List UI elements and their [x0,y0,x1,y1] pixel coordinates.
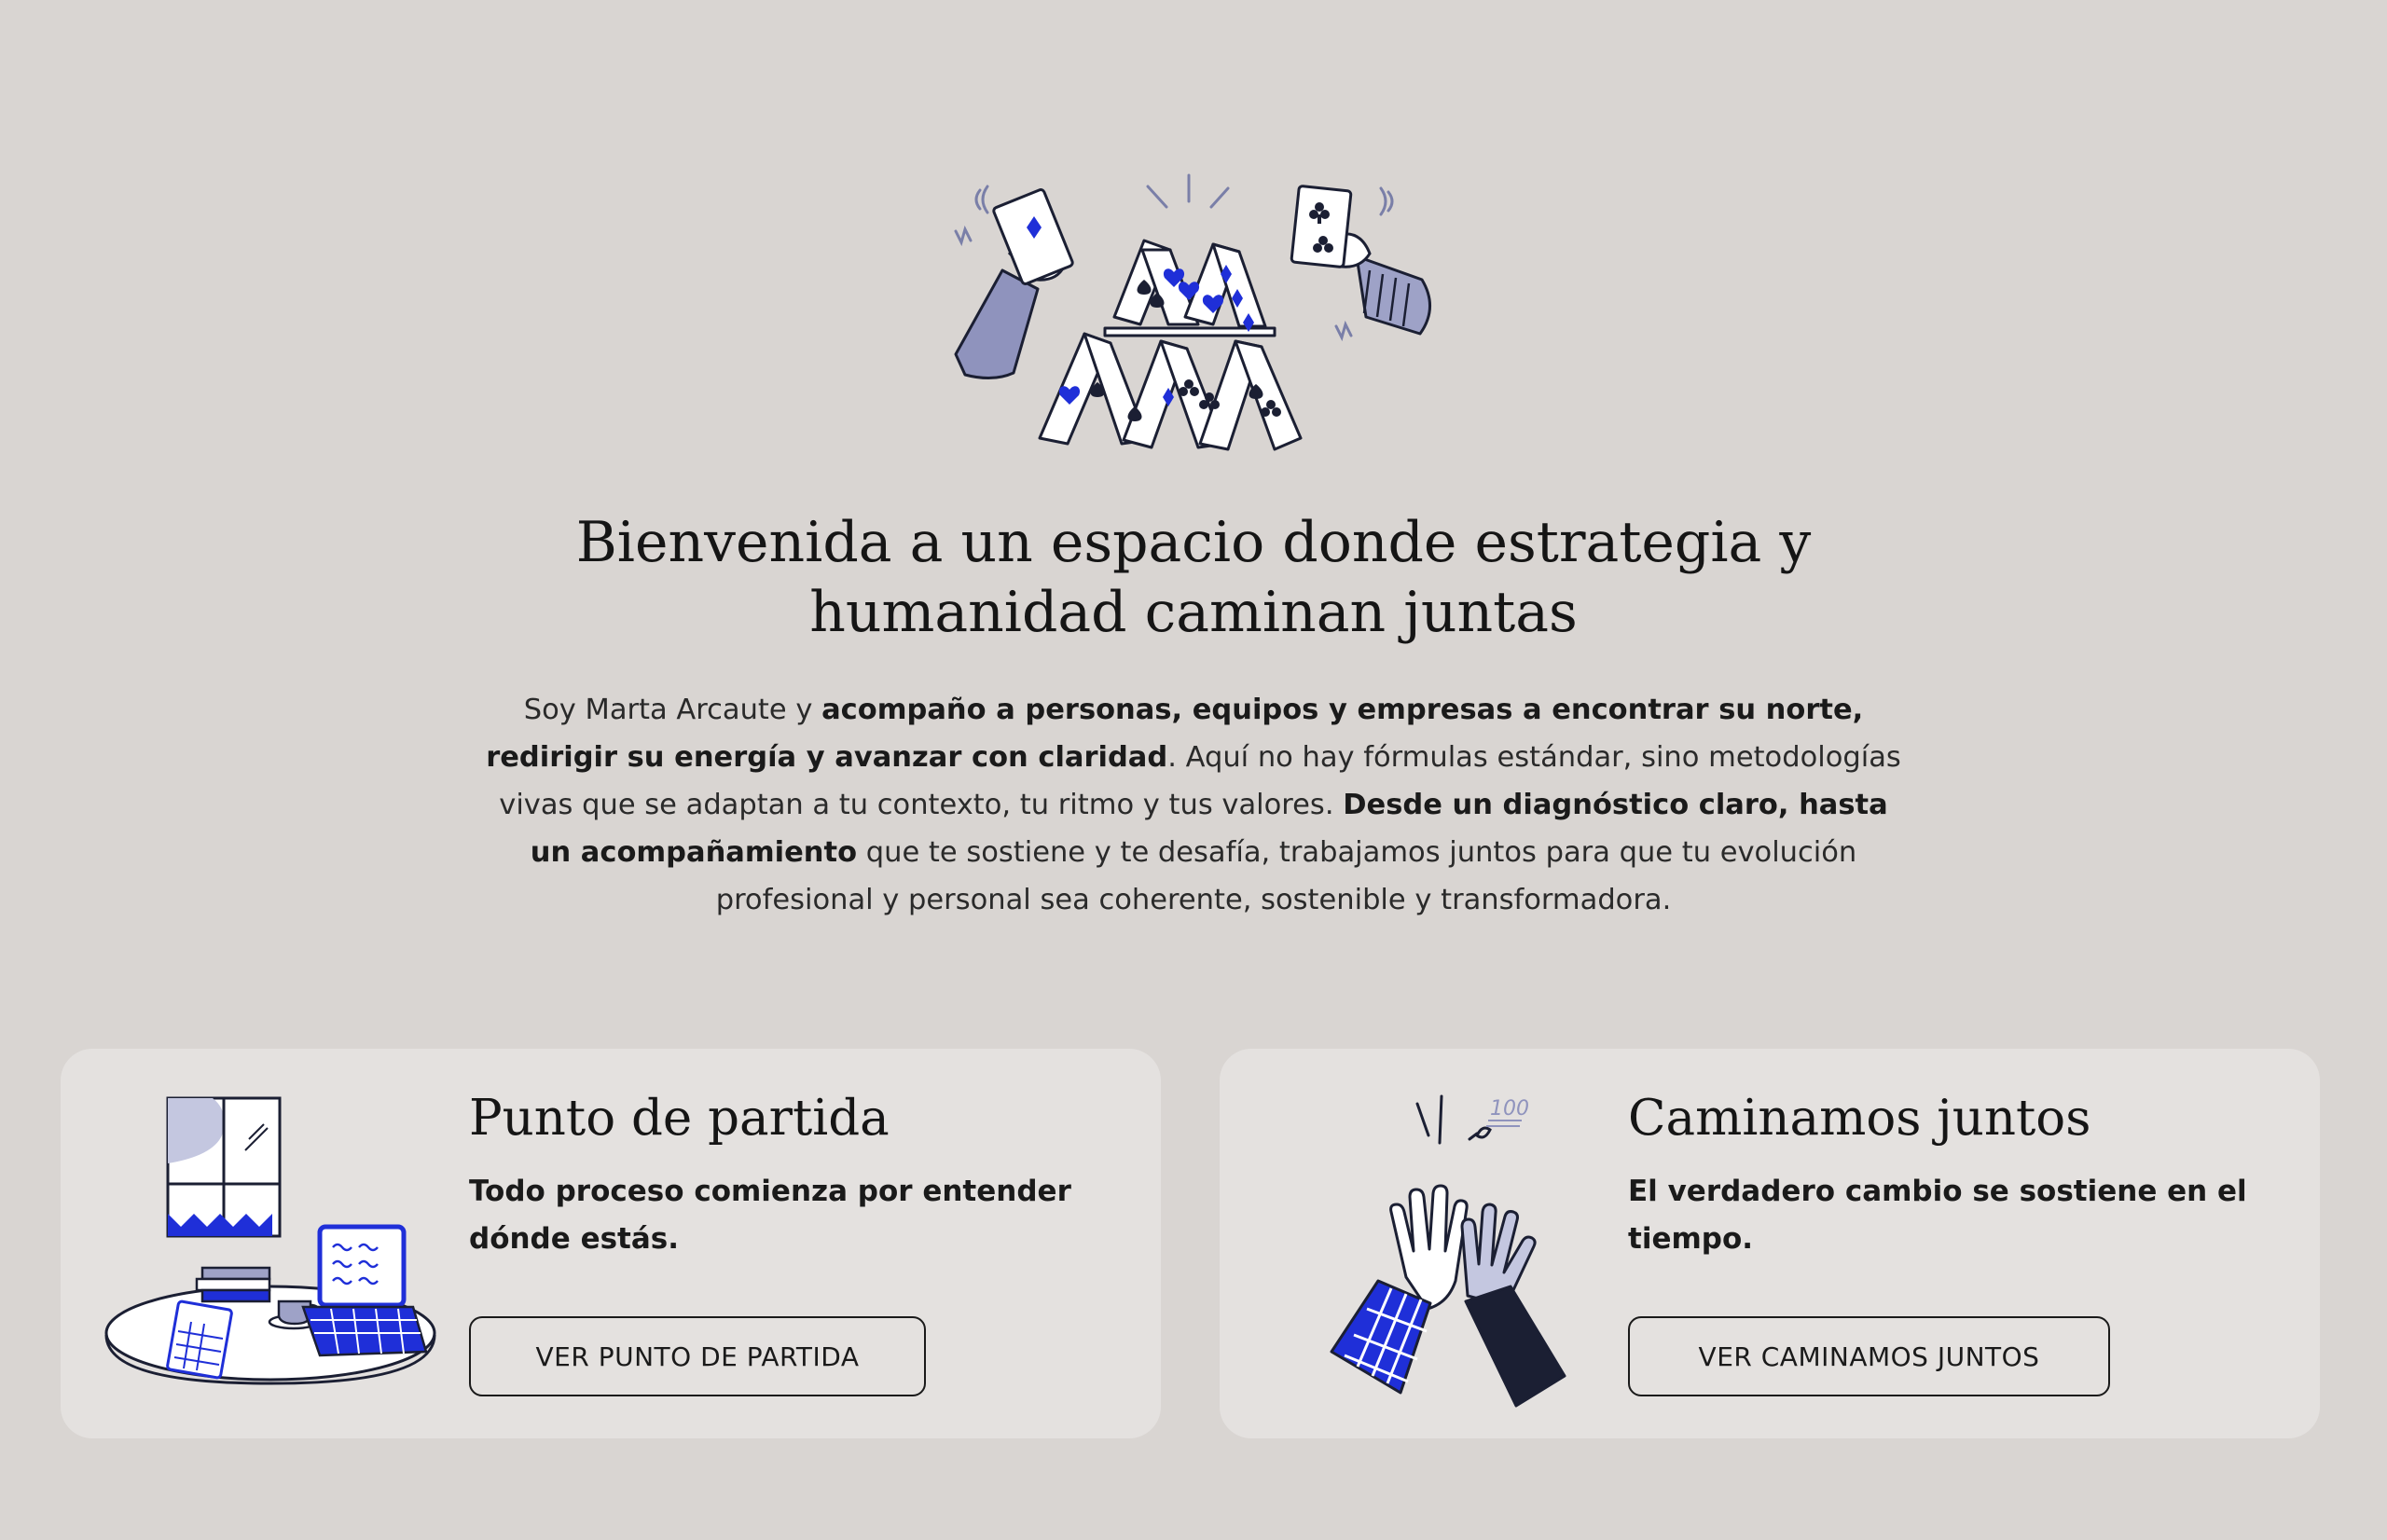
intro-text-2: . Aquí no hay fórmulas estándar, sino metodologías vivas que se adaptan a tu contexto, tu ritmo y tus valores. [499,741,1901,821]
desk-laptop-icon [98,1091,452,1408]
intro-bold-1: acompaño a personas, equipos y empresas a encontrar su norte, redirigir su energía y avanzar con claridad [486,694,1864,774]
house-of-cards-icon [928,168,1450,466]
ver-caminamos-juntos-button[interactable]: VER CAMINAMOS JUNTOS [1628,1316,2110,1396]
card-text: Todo proceso comienza por entender dónde estás. [469,1175,1071,1256]
badge-100: 100 [1490,1097,1529,1121]
hero-title-line-2: humanidad caminan juntas [809,580,1578,645]
hero-intro [485,686,1902,924]
card-text: El verdadero cambio se sostiene en el tiempo. [1628,1175,2247,1256]
hero-title [448,508,1939,648]
intro-bold-2: Desde un diagnóstico claro, hasta un acompañamiento [530,789,1888,869]
hero-title-line-1: Bienvenida a un espacio donde estrategia y [575,510,1812,575]
intro-text-3: que te sostiene y te desafía, trabajamos juntos para que tu evolución profesional y personal sea coherente, sostenible y transformadora. [715,836,1857,916]
card-punto-de-partida [61,1049,1161,1438]
card-title: Caminamos juntos [1628,1090,2091,1147]
card-title: Punto de partida [469,1090,890,1147]
ver-punto-de-partida-button[interactable]: VER PUNTO DE PARTIDA [469,1316,926,1396]
intro-text-1: Soy Marta Arcaute y [523,694,822,726]
high-five-icon [1257,1091,1611,1408]
card-caminamos-juntos [1220,1049,2320,1438]
